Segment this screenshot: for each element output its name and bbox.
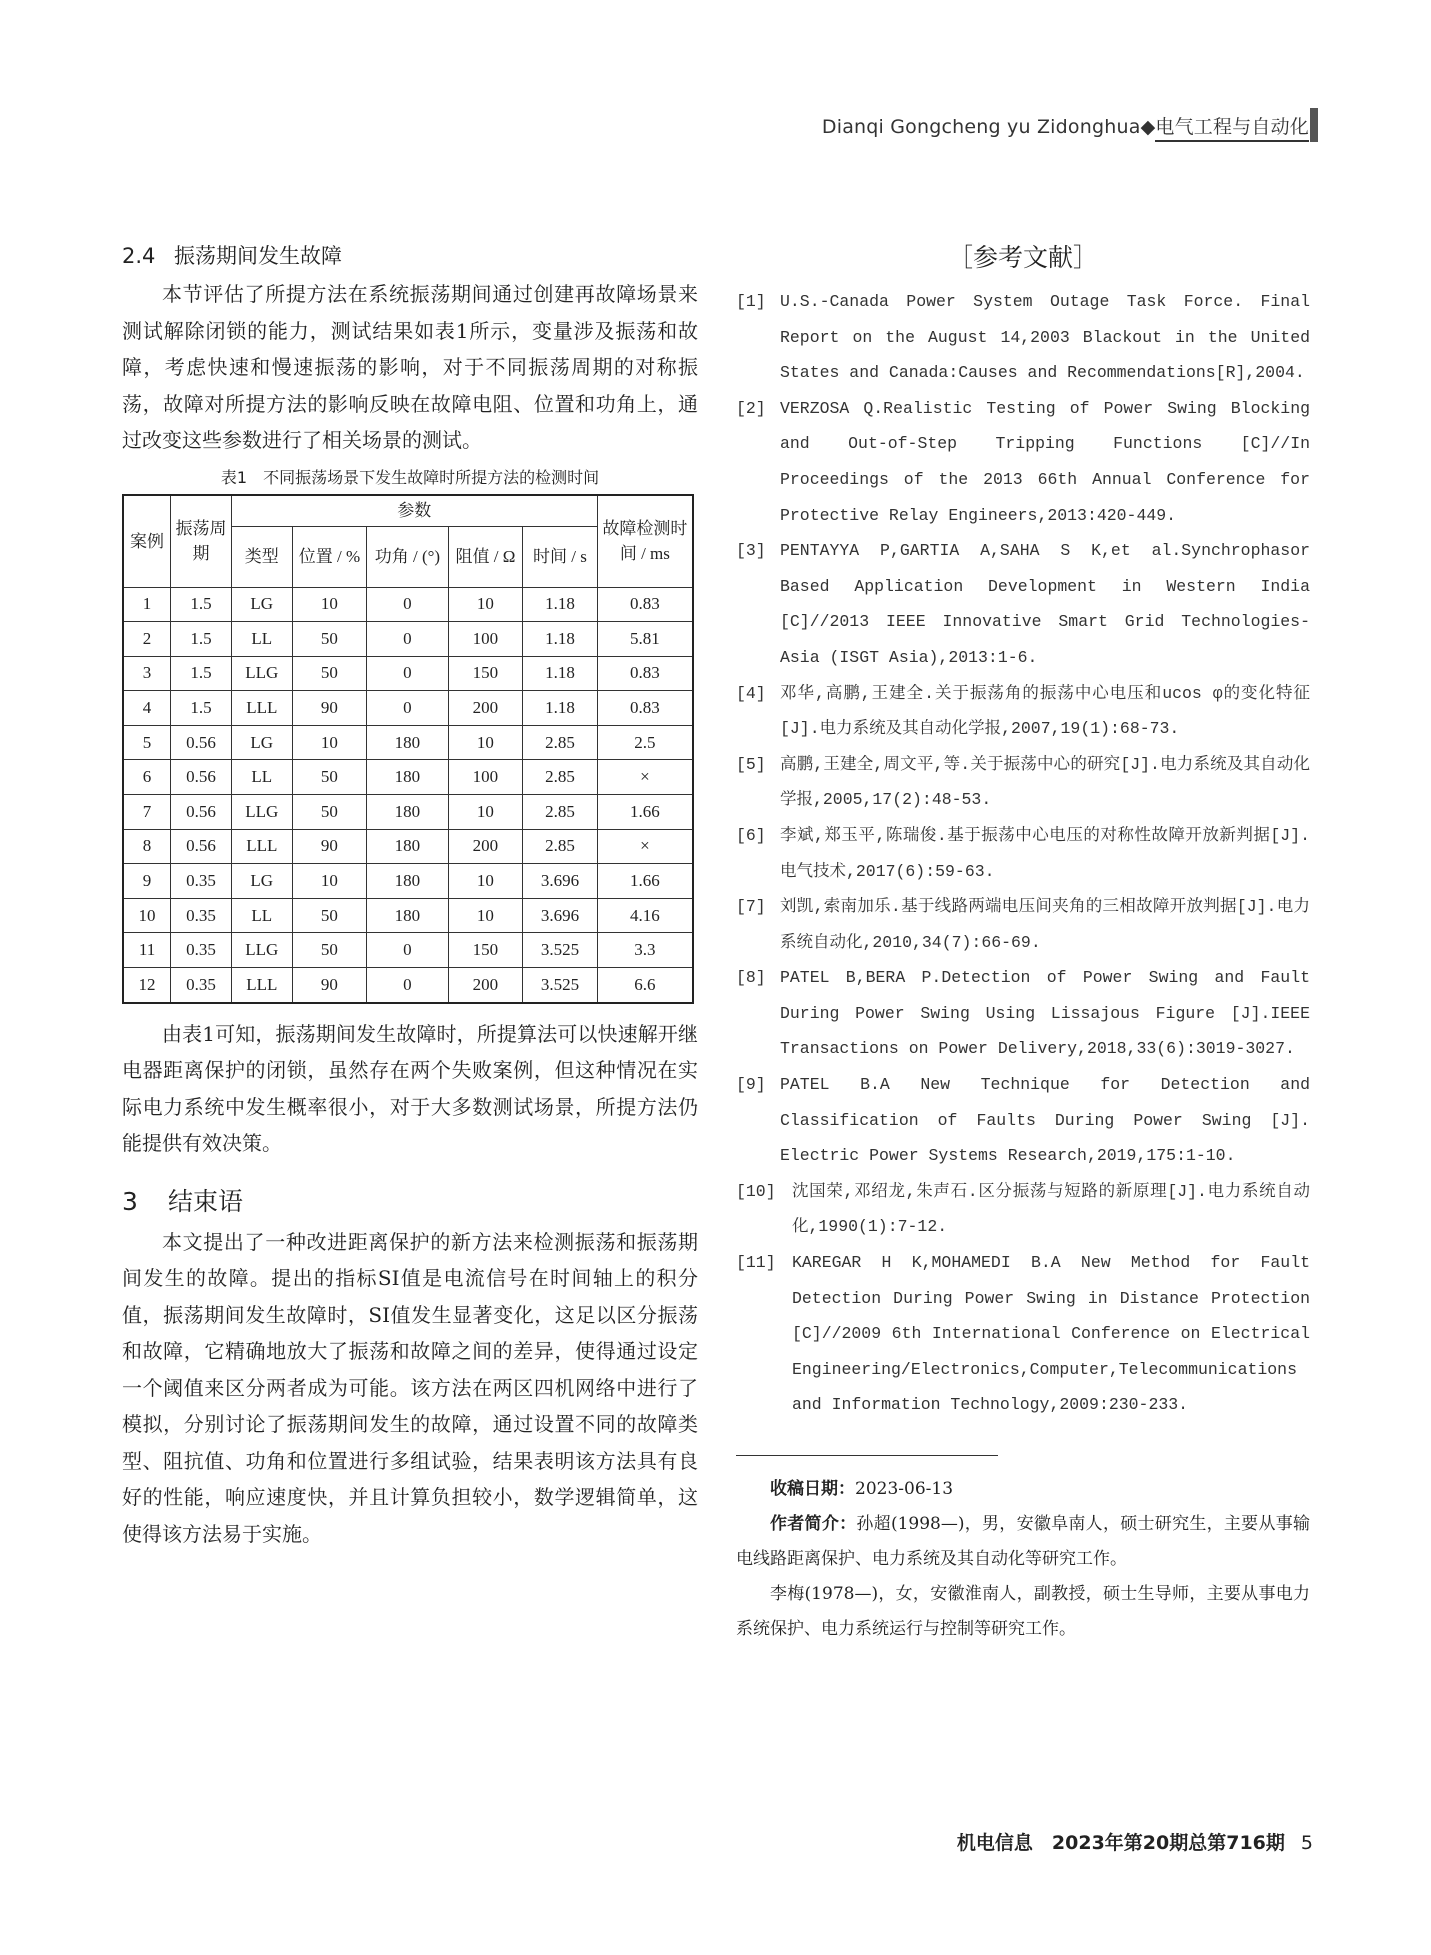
conclusion-paragraph: 本文提出了一种改进距离保护的新方法来检测振荡和振荡期间发生的故障。提出的指标SI值是电流信号在时间轴上的积分值，振荡期间发生故障时，SI值发生显著变化，这足以区分振荡和故障，它精确地放大了振荡和故障之间的差异，使得通过设定一个阈值来区分两者成为可能。该方法在两区四机网络中进行了模拟，分别讨论了振荡期间发生的故障，通过设置不同的故障类型、阻抗值、功角和位置进行多组试验，结果表明该方法具有良好的性能，响应速度快，并且计算负担较小，数学逻辑简单，这使得该方法易于实施。 bbox=[122, 1229, 698, 1546]
table-cell: 2.85 bbox=[523, 760, 598, 795]
table-cell: 0.83 bbox=[597, 691, 693, 726]
table-cell: 1 bbox=[123, 587, 171, 622]
detection-time-table bbox=[122, 494, 694, 1004]
table-row bbox=[123, 725, 693, 760]
reference-text: 刘凯,索南加乐.基于线路两端电压间夹角的三相故障开放判据[J].电力系统自动化,2010,34(7):66-69. bbox=[780, 897, 1310, 952]
table-cell: 1.18 bbox=[523, 622, 598, 657]
reference-number: [8] bbox=[736, 968, 766, 988]
table-cell: 2.85 bbox=[523, 829, 598, 864]
table-cell: 90 bbox=[292, 691, 367, 726]
reference-number: [2] bbox=[736, 398, 766, 418]
section-heading-3 bbox=[122, 1182, 698, 1218]
table-cell: 2.85 bbox=[523, 795, 598, 830]
author-bio-2: 李梅(1978—)，女，安徽淮南人，副教授，硕士生导师，主要从事电力系统保护、电力系统运行与控制等研究工作。 bbox=[736, 1584, 1310, 1639]
table-cell: 180 bbox=[367, 725, 448, 760]
table-cell: 10 bbox=[448, 725, 523, 760]
table-cell: 1.18 bbox=[523, 656, 598, 691]
reference-number: [10] bbox=[736, 1181, 776, 1201]
table-cell: LG bbox=[231, 587, 292, 622]
table-cell: LLL bbox=[231, 968, 292, 1003]
table-cell: 180 bbox=[367, 864, 448, 899]
table-cell: LLG bbox=[231, 795, 292, 830]
reference-item bbox=[736, 747, 1310, 818]
right-column bbox=[736, 238, 1310, 1647]
table-cell: 10 bbox=[292, 587, 367, 622]
col-header-case: 案例 bbox=[123, 495, 171, 588]
table-cell: 50 bbox=[292, 933, 367, 968]
table-cell: 180 bbox=[367, 829, 448, 864]
table-cell: 180 bbox=[367, 898, 448, 933]
table-row bbox=[123, 587, 693, 622]
reference-list bbox=[736, 284, 1310, 1423]
table-cell: 1.18 bbox=[523, 691, 598, 726]
reference-text: 高鹏,王建全,周文平,等.关于振荡中心的研究[J].电力系统及其自动化学报,2005,17(2):48-53. bbox=[780, 754, 1310, 810]
table-cell: 180 bbox=[367, 760, 448, 795]
table-row bbox=[123, 795, 693, 830]
table-cell: 150 bbox=[448, 656, 523, 691]
reference-item bbox=[736, 889, 1310, 960]
reference-item bbox=[736, 391, 1310, 533]
received-value: 2023-06-13 bbox=[855, 1479, 954, 1499]
table-cell: 0.56 bbox=[171, 795, 232, 830]
table-cell: LL bbox=[231, 760, 292, 795]
table-cell: 0 bbox=[367, 968, 448, 1003]
reference-number: [1] bbox=[736, 292, 766, 311]
table-cell: 200 bbox=[448, 829, 523, 864]
reference-text: PENTAYYA P,GARTIA A,SAHA S K,et al.Synchrophasor Based Application Development in Western India [C]//2013 IEEE Innovative Smart Grid Technologies-Asia (ISGT Asia),2013:1-6. bbox=[780, 541, 1310, 667]
table-cell: 8 bbox=[123, 829, 171, 864]
table-cell: LLG bbox=[231, 933, 292, 968]
table-row bbox=[123, 760, 693, 795]
table-row bbox=[123, 864, 693, 899]
reference-number: [7] bbox=[736, 897, 766, 917]
reference-item bbox=[736, 1245, 1310, 1423]
table-cell: LL bbox=[231, 898, 292, 933]
table-cell: 11 bbox=[123, 933, 171, 968]
page-number: 5 bbox=[1300, 1832, 1313, 1854]
table-cell: LLL bbox=[231, 691, 292, 726]
reference-item bbox=[736, 818, 1310, 889]
table-cell: 0 bbox=[367, 656, 448, 691]
header-diamond: ◆ bbox=[1140, 116, 1156, 138]
table-cell: 1.18 bbox=[523, 587, 598, 622]
table-cell: 0.35 bbox=[171, 898, 232, 933]
table-cell: 7 bbox=[123, 795, 171, 830]
table-row bbox=[123, 622, 693, 657]
table-row bbox=[123, 656, 693, 691]
table-cell: × bbox=[597, 760, 693, 795]
author-bio-1 bbox=[736, 1507, 1310, 1577]
table-body bbox=[123, 587, 693, 1003]
reference-item bbox=[736, 284, 1310, 391]
table-cell: 10 bbox=[448, 898, 523, 933]
col-header-type: 类型 bbox=[231, 526, 292, 587]
col-header-period: 振荡周期 bbox=[171, 495, 232, 588]
col-header-params: 参数 bbox=[231, 495, 597, 527]
table-cell: 5 bbox=[123, 725, 171, 760]
reference-text: VERZOSA Q.Realistic Testing of Power Swing Blocking and Out-of-Step Tripping Functions [C]//In Proceedings of the 2013 66th Annual Conference for Protective Relay Engineers,2013:420-449. bbox=[780, 398, 1310, 525]
footnote-divider bbox=[736, 1455, 998, 1456]
table-row bbox=[123, 933, 693, 968]
table-cell: 3.696 bbox=[523, 864, 598, 899]
col-header-position: 位置 / % bbox=[292, 526, 367, 587]
reference-text: U.S.-Canada Power System Outage Task Force. Final Report on the August 14,2003 Blackout in the United States and Canada:Causes and Recommendations[R],2004. bbox=[780, 292, 1310, 383]
reference-number: [6] bbox=[736, 825, 766, 845]
table-cell: 0.35 bbox=[171, 933, 232, 968]
reference-number: [3] bbox=[736, 541, 766, 561]
table-cell: 2 bbox=[123, 622, 171, 657]
page-footer bbox=[957, 1828, 1313, 1855]
table-cell: 1.5 bbox=[171, 622, 232, 657]
table-cell: 12 bbox=[123, 968, 171, 1003]
section-number: 3 bbox=[122, 1186, 138, 1216]
table-cell: 0 bbox=[367, 622, 448, 657]
table-cell: LG bbox=[231, 725, 292, 760]
reference-number: [11] bbox=[736, 1253, 776, 1273]
table-cell: 3.525 bbox=[523, 968, 598, 1003]
section-title: 结束语 bbox=[168, 1186, 244, 1216]
table-cell: 10 bbox=[292, 864, 367, 899]
section-2-4-paragraph-1: 本节评估了所提方法在系统振荡期间通过创建再故障场景来测试解除闭锁的能力，测试结果如表1所示，变量涉及振荡和故障，考虑快速和慢速振荡的影响，对于不同振荡周期的对称振荡，故障对所提方法的影响反映在故障电阻、位置和功角上，通过改变这些参数进行了相关场景的测试。 bbox=[122, 282, 698, 452]
table-cell: × bbox=[597, 829, 693, 864]
table-cell: 1.66 bbox=[597, 795, 693, 830]
header-bar-mark bbox=[1310, 108, 1318, 142]
table-cell: 3.3 bbox=[597, 933, 693, 968]
col-header-resistance: 阻值 / Ω bbox=[448, 526, 523, 587]
table-cell: 1.66 bbox=[597, 864, 693, 899]
table-cell: 9 bbox=[123, 864, 171, 899]
table-cell: 3.525 bbox=[523, 933, 598, 968]
table-cell: 1.5 bbox=[171, 656, 232, 691]
table-caption: 表1 不同振荡场景下发生故障时所提方法的检测时间 bbox=[220, 467, 600, 487]
table-cell: 50 bbox=[292, 656, 367, 691]
table-cell: 3.696 bbox=[523, 898, 598, 933]
table-cell: 10 bbox=[448, 587, 523, 622]
table-cell: 0.35 bbox=[171, 864, 232, 899]
table-cell: 1.5 bbox=[171, 691, 232, 726]
table-cell: 0 bbox=[367, 587, 448, 622]
table-cell: 10 bbox=[448, 795, 523, 830]
table-cell: 0.35 bbox=[171, 968, 232, 1003]
table-cell: 1.5 bbox=[171, 587, 232, 622]
reference-number: [4] bbox=[736, 683, 766, 703]
reference-text: PATEL B,BERA P.Detection of Power Swing and Fault During Power Swing Using Lissajous Figure [J].IEEE Transactions on Power Delivery,2018,33(6):3019-3027. bbox=[780, 968, 1310, 1059]
table-row bbox=[123, 829, 693, 864]
section-2-4-paragraph-2: 由表1可知，振荡期间发生故障时，所提算法可以快速解开继电器距离保护的闭锁，虽然存在两个失败案例，但这种情况在实际电力系统中发生概率很小，对于大多数测试场景，所提方法仍能提供有效决策。 bbox=[122, 1021, 698, 1156]
reference-text: 李斌,郑玉平,陈瑞俊.基于振荡中心电压的对称性故障开放新判据[J].电气技术,2017(6):59-63. bbox=[780, 825, 1310, 881]
reference-text: 沈国荣,邓绍龙,朱声石.区分振荡与短路的新原理[J].电力系统自动化,1990(1):7-12. bbox=[792, 1181, 1310, 1237]
footer-journal: 机电信息 2023年第20期总第716期 bbox=[956, 1832, 1285, 1854]
section-title: 振荡期间发生故障 bbox=[174, 244, 342, 268]
table-row bbox=[123, 968, 693, 1003]
reference-number: [5] bbox=[736, 754, 766, 774]
table-cell: LG bbox=[231, 864, 292, 899]
reference-text: PATEL B.A New Technique for Detection and Classification of Faults During Power Swing [J]. Electric Power Systems Research,2019,175:1-10. bbox=[780, 1075, 1310, 1166]
col-header-time: 时间 / s bbox=[523, 526, 598, 587]
table-row bbox=[123, 691, 693, 726]
running-header bbox=[822, 112, 1309, 139]
table-cell: 10 bbox=[448, 864, 523, 899]
header-journal-cn: 电气工程与自动化 bbox=[1155, 116, 1309, 142]
col-header-angle: 功角 / (°) bbox=[367, 526, 448, 587]
table-cell: 200 bbox=[448, 691, 523, 726]
author-label: 作者简介： bbox=[770, 1514, 857, 1534]
header-latin: Dianqi Gongcheng yu Zidonghua bbox=[821, 116, 1141, 138]
table-cell: 200 bbox=[448, 968, 523, 1003]
author-bio-text-1: 孙超(1998—)，男，安徽阜南人，硕士研究生，主要从事输电线路距离保护、电力系统及其自动化等研究工作。 bbox=[736, 1514, 1311, 1569]
col-header-detect-time: 故障检测时间 / ms bbox=[597, 495, 693, 588]
table-cell: 0.83 bbox=[597, 656, 693, 691]
table-cell: LLG bbox=[231, 656, 292, 691]
reference-text: 邓华,高鹏,王建全.关于振荡角的振荡中心电压和ucos φ的变化特征[J].电力系统及其自动化学报,2007,19(1):68-73. bbox=[780, 683, 1310, 739]
table-cell: 50 bbox=[292, 898, 367, 933]
table-cell: 2.5 bbox=[597, 725, 693, 760]
reference-item bbox=[736, 1067, 1310, 1174]
table-cell: 6 bbox=[123, 760, 171, 795]
reference-number: [9] bbox=[736, 1075, 766, 1095]
reference-item bbox=[736, 960, 1310, 1067]
table-cell: 100 bbox=[448, 622, 523, 657]
table-cell: 90 bbox=[292, 829, 367, 864]
table-cell: 0 bbox=[367, 933, 448, 968]
table-cell: 0.83 bbox=[597, 587, 693, 622]
table-cell: 0.56 bbox=[171, 829, 232, 864]
references-heading: ［参考文献］ bbox=[947, 243, 1098, 272]
table-cell: 10 bbox=[292, 725, 367, 760]
table-cell: 0 bbox=[367, 691, 448, 726]
table-cell: 3 bbox=[123, 656, 171, 691]
table-cell: 50 bbox=[292, 622, 367, 657]
received-label: 收稿日期： bbox=[770, 1479, 855, 1499]
table-row bbox=[123, 898, 693, 933]
table-cell: LLL bbox=[231, 829, 292, 864]
table-cell: LL bbox=[231, 622, 292, 657]
table-cell: 4.16 bbox=[597, 898, 693, 933]
section-number: 2.4 bbox=[122, 244, 156, 268]
table-cell: 6.6 bbox=[597, 968, 693, 1003]
table-cell: 10 bbox=[123, 898, 171, 933]
table-cell: 4 bbox=[123, 691, 171, 726]
section-heading-2-4 bbox=[122, 240, 698, 270]
left-column bbox=[122, 238, 698, 1552]
table-cell: 150 bbox=[448, 933, 523, 968]
reference-item bbox=[736, 1174, 1310, 1245]
table-cell: 5.81 bbox=[597, 622, 693, 657]
table-cell: 50 bbox=[292, 760, 367, 795]
table-cell: 2.85 bbox=[523, 725, 598, 760]
received-date bbox=[736, 1472, 1310, 1507]
table-cell: 100 bbox=[448, 760, 523, 795]
table-cell: 180 bbox=[367, 795, 448, 830]
table-cell: 0.56 bbox=[171, 725, 232, 760]
table-cell: 50 bbox=[292, 795, 367, 830]
reference-item bbox=[736, 676, 1310, 747]
table-cell: 90 bbox=[292, 968, 367, 1003]
reference-text: KAREGAR H K,MOHAMEDI B.A New Method for Fault Detection During Power Swing in Distance Protection [C]//2009 6th International Conference on Electrical Engineering/Electronics,Computer,Telecommunications and Information Technology,2009:230-233. bbox=[792, 1253, 1310, 1415]
table-cell: 0.56 bbox=[171, 760, 232, 795]
reference-item bbox=[736, 533, 1310, 675]
